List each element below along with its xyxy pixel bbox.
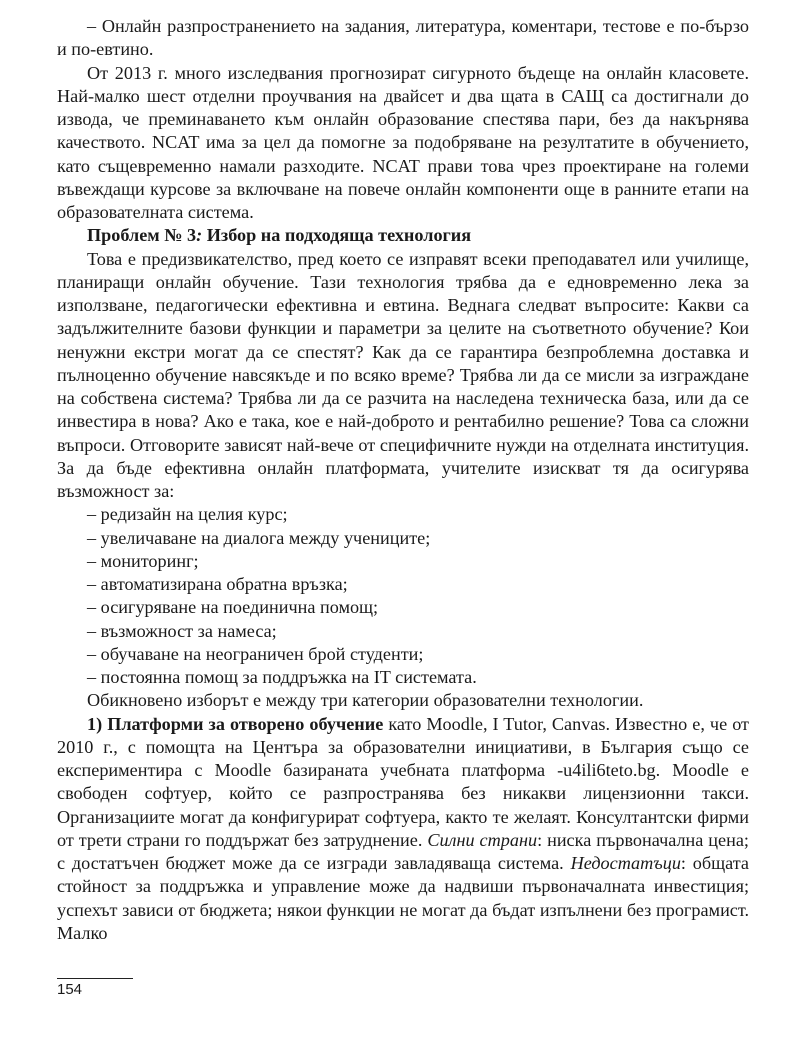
list-item: – осигуряване на поединична помощ;	[87, 597, 379, 618]
section-heading	[57, 224, 749, 247]
list-item: – мониторинг;	[87, 550, 199, 571]
paragraph-technology-challenge: Това е предизвикателство, пред което се изправят всеки преподавател или училище, планиращи онлайн обучение. Тази технология трябва да е едновременно лека за използване, педагогически ефективна и евтина. Веднага следват въпросите: Какви са задължителните базови функции и параметри за целите на съответното обучение? Кои ненужни екстри могат да се спестят? Как да се гарантира безпроблемна доставка и пълноценно обучение навсякъде и по всяко време? Трябва ли да се мисли за изграждане на собствена система? Трябва ли да се разчита на наследена техническа база, или да се инвестира в нова? Ако е така, кое е най-доброто и рентабилно решение? Това са сложни въпроси. Отговорите зависят най-вече от специфичните нужди на отделната институция. За да бъде ефективна онлайн платформата, учителите изискват тя да осигурява възможност за:	[57, 248, 749, 501]
paragraph-open-platforms	[57, 713, 749, 946]
list-item: – автоматизирана обратна връзка;	[87, 574, 348, 594]
weaknesses-text: : общата стойност за поддръжка и управление може да надвиши първоначалната инвестиция; успехът зависи от бюджета; някои функции не могат да бъдат изпълнени без програмист. Малко	[57, 853, 750, 943]
strengths-label: Силни страни	[427, 829, 538, 850]
weaknesses-label: Недостатъци	[570, 853, 681, 873]
heading-title: Избор на подходяща технология	[202, 225, 472, 246]
heading-prefix: Проблем № 3	[87, 225, 197, 246]
strengths-text: : ниска първоначална цена; с достатъчен бюджет може да се изгради завладяваща система.	[57, 829, 749, 873]
list-item: – увеличаване на диалога между учениците;	[87, 527, 431, 548]
document-page	[57, 15, 749, 945]
open-platforms-text: като Moodle, I Tutor, Canvas. Известно е, че от 2010 г., с помощта на Центъра за образователни инициативи, в България също се експериментира с Moodle базираната учебната платформа -u4ili6teto.bg. Moodle е свободен софтуер, който се разпространява без никакви лицензионни такси. Организациите могат да конфигурират софтуера, както те желаят. Консултантски фирми от трети страни го поддържат без затруднение.	[57, 713, 749, 850]
paragraph-three-categories: Обикновено изборът е между три категории образователни технологии.	[87, 690, 644, 711]
list-item: – обучаване на неограничен брой студенти;	[87, 643, 424, 664]
footer-divider	[57, 978, 133, 979]
open-platforms-title: 1) Платформи за отворено обучение	[87, 713, 384, 734]
list-item: – възможност за намеса;	[87, 620, 277, 641]
requirements-list	[57, 503, 749, 689]
paragraph-online-distribution: – Онлайн разпространението на задания, литература, коментари, тестове е по-бързо и по-евтино.	[57, 16, 749, 60]
list-item: – редизайн на целия курс;	[87, 504, 288, 525]
page-number: 154	[57, 981, 83, 998]
list-item: – постоянна помощ за поддръжка на IT системата.	[87, 667, 477, 687]
heading-colon: :	[196, 225, 203, 246]
paragraph-online-future: От 2013 г. много изследвания прогнозират сигурното бъдеще на онлайн класовете. Най-малко шест отделни проучвания на двайсет и два щата в САЩ са достигнали до извода, че преминаването към онлайн образование спестява пари, без да накърнява качеството. NCAT има за цел да помогне за подобряване на резултатите в обучението, като същевременно намали разходите. NCAT прави това чрез проектиране на големи въвеждащи курсове за включване на повече онлайн компоненти още в ранните етапи на образователната система.	[57, 62, 749, 222]
